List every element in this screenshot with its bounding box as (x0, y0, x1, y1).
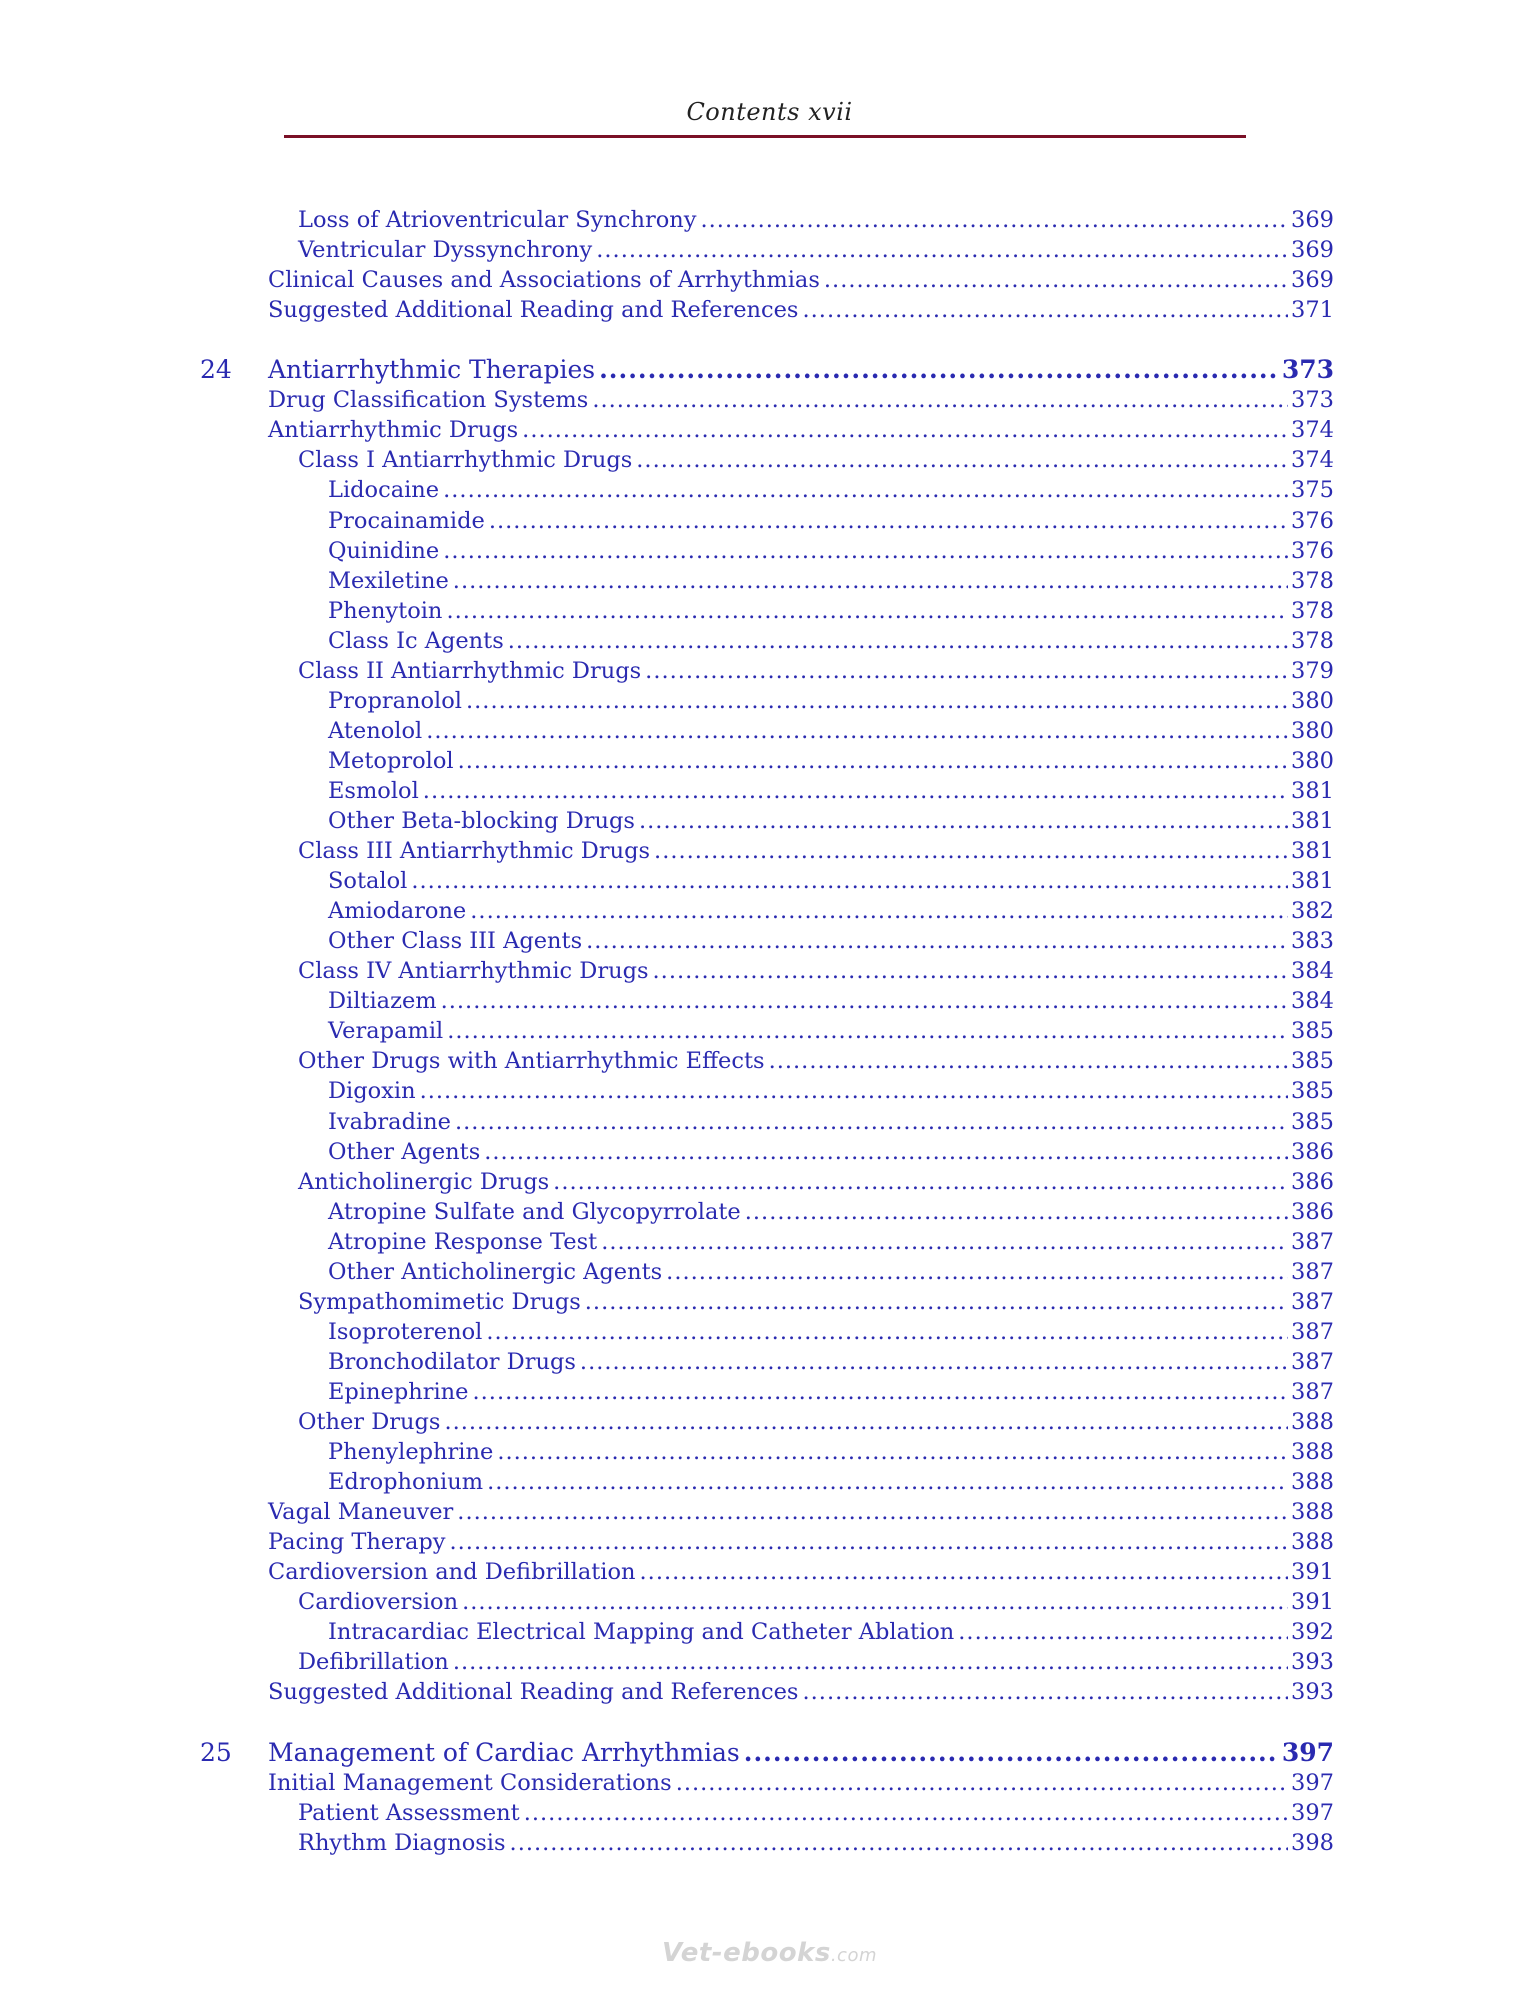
toc-entry[interactable] (268, 866, 1334, 896)
toc-page-number: 385 (1291, 1109, 1334, 1135)
toc-entry-title: Bronchodilator Drugs (328, 1349, 576, 1375)
toc-entry[interactable] (268, 1317, 1334, 1347)
toc-entry-title: Loss of Atrioventricular Synchrony (298, 207, 697, 233)
toc-page-number: 393 (1291, 1649, 1334, 1675)
toc-entry[interactable] (268, 1407, 1334, 1437)
toc-page-number: 375 (1291, 477, 1334, 503)
dot-leader (470, 896, 1288, 926)
toc-entry[interactable] (268, 806, 1334, 836)
toc-entry-title: Patient Assessment (298, 1800, 520, 1826)
dot-leader (466, 686, 1288, 716)
toc-page-number: 378 (1291, 598, 1334, 624)
toc-entry-title: Atenolol (328, 718, 423, 744)
dot-leader (802, 295, 1288, 325)
toc-page-number: 381 (1291, 778, 1334, 804)
toc-entry-title: Quinidine (328, 538, 440, 564)
toc-page-number: 387 (1291, 1349, 1334, 1375)
toc-page-number: 388 (1291, 1469, 1334, 1495)
dot-leader (411, 866, 1288, 896)
toc-entry-title: Suggested Additional Reading and References (268, 297, 799, 323)
toc-page-number: 392 (1291, 1619, 1334, 1645)
toc-page-number: 384 (1291, 958, 1334, 984)
dot-leader (586, 926, 1288, 956)
toc-entry-title: Verapamil (328, 1018, 444, 1044)
toc-entry-title: Epinephrine (328, 1379, 469, 1405)
toc-entry-title: Cardioversion and Defibrillation (268, 1559, 636, 1585)
toc-entry[interactable] (268, 1437, 1334, 1467)
chapter-number: 24 (200, 355, 232, 384)
toc-entry-title: Phenytoin (328, 598, 443, 624)
toc-page-number: 387 (1291, 1379, 1334, 1405)
toc-entry-title: Class I Antiarrhythmic Drugs (298, 447, 633, 473)
toc-entry-title: Class II Antiarrhythmic Drugs (298, 658, 642, 684)
dot-leader (745, 1197, 1288, 1227)
toc-entry-title: Amiodarone (328, 898, 467, 924)
toc-page-number: 380 (1291, 718, 1334, 744)
toc-page-number: 388 (1291, 1499, 1334, 1525)
toc-page-number: 378 (1291, 568, 1334, 594)
dot-leader (444, 1407, 1288, 1437)
toc-page-number: 369 (1291, 237, 1334, 263)
dot-leader (744, 1738, 1279, 1768)
toc-page-number: 393 (1291, 1679, 1334, 1705)
toc-entry-title: Vagal Maneuver (268, 1499, 454, 1525)
dot-leader (601, 1227, 1288, 1257)
dot-leader (462, 1587, 1288, 1617)
dot-leader (489, 506, 1288, 536)
toc-entry[interactable] (268, 1257, 1334, 1287)
toc-entry[interactable] (268, 686, 1334, 716)
dot-leader (449, 1527, 1288, 1557)
toc-page-number: 381 (1291, 838, 1334, 864)
toc-entry-title: Mexiletine (328, 568, 449, 594)
toc-page-number: 385 (1291, 1078, 1334, 1104)
toc-entry-title: Antiarrhythmic Therapies (268, 355, 596, 384)
toc-page-number: 371 (1291, 297, 1334, 323)
dot-leader (457, 1497, 1288, 1527)
toc-entry-title: Other Drugs (298, 1409, 441, 1435)
toc-entry[interactable] (268, 776, 1334, 806)
toc-entry[interactable] (268, 1497, 1334, 1527)
toc-entry[interactable] (268, 1197, 1334, 1227)
dot-leader (484, 1137, 1288, 1167)
toc-page-number: 378 (1291, 628, 1334, 654)
toc-page-number: 380 (1291, 748, 1334, 774)
toc-page-number: 383 (1291, 928, 1334, 954)
toc-entry-title: Sympathomimetic Drugs (298, 1289, 581, 1315)
toc-entry[interactable] (268, 1798, 1334, 1828)
toc-entry-title: Defibrillation (298, 1649, 449, 1675)
toc-entry-title: Esmolol (328, 778, 419, 804)
dot-leader (441, 986, 1288, 1016)
toc-entry[interactable] (268, 1287, 1334, 1317)
dot-leader (553, 1167, 1288, 1197)
dot-leader (580, 1347, 1288, 1377)
dot-leader (510, 1828, 1289, 1858)
dot-leader (426, 716, 1288, 746)
toc-page-number: 381 (1291, 808, 1334, 834)
toc-entry-title: Phenylephrine (328, 1439, 494, 1465)
toc-entry-title: Propranolol (328, 688, 462, 714)
toc-entry[interactable] (268, 536, 1334, 566)
toc-entry[interactable] (268, 1828, 1334, 1858)
toc-entry[interactable] (268, 445, 1334, 475)
toc-page-number: 373 (1291, 387, 1334, 413)
toc-entry-title: Other Class III Agents (328, 928, 583, 954)
toc-entry[interactable] (268, 1107, 1334, 1137)
dot-leader (636, 445, 1288, 475)
toc-page-number: 397 (1291, 1800, 1334, 1826)
watermark-suffix: .com (830, 1945, 877, 1966)
toc-page-number: 374 (1291, 447, 1334, 473)
toc-page-number: 385 (1291, 1018, 1334, 1044)
toc-entry[interactable] (268, 1137, 1334, 1167)
toc-entry-title: Other Agents (328, 1139, 481, 1165)
toc-page-number: 387 (1291, 1319, 1334, 1345)
toc-entry[interactable] (268, 1016, 1334, 1046)
toc-page-number: 388 (1291, 1529, 1334, 1555)
toc-entry[interactable] (268, 716, 1334, 746)
dot-leader (453, 1647, 1288, 1677)
toc-entry-title: Atropine Sulfate and Glycopyrrolate (328, 1199, 741, 1225)
toc-chapter-row[interactable] (268, 355, 1334, 385)
dot-leader (472, 1377, 1288, 1407)
toc-entry-title: Class IV Antiarrhythmic Drugs (298, 958, 649, 984)
toc-page-number: 376 (1291, 538, 1334, 564)
toc-entry-title: Sotalol (328, 868, 408, 894)
dot-leader (420, 1076, 1288, 1106)
dot-leader (592, 385, 1288, 415)
toc-page-number: 379 (1291, 658, 1334, 684)
toc-entry[interactable] (268, 986, 1334, 1016)
toc-entry-title: Suggested Additional Reading and References (268, 1679, 799, 1705)
dot-leader (676, 1768, 1288, 1798)
dot-leader (443, 475, 1288, 505)
toc-page-number: 376 (1291, 508, 1334, 534)
toc-entry-title: Lidocaine (328, 477, 440, 503)
toc-entry[interactable] (268, 1227, 1334, 1257)
toc-entry[interactable] (268, 235, 1334, 265)
dot-leader (639, 806, 1288, 836)
dot-leader (508, 626, 1288, 656)
toc-entry[interactable] (268, 746, 1334, 776)
dot-leader (666, 1257, 1288, 1287)
toc-entry[interactable] (268, 596, 1334, 626)
toc-entry[interactable] (268, 1617, 1334, 1647)
toc-entry[interactable] (268, 295, 1334, 325)
toc-entry-title: Clinical Causes and Associations of Arrhythmias (268, 267, 820, 293)
toc-entry-title: Class Ic Agents (328, 628, 504, 654)
toc-chapter-row[interactable] (268, 1738, 1334, 1768)
dot-leader (701, 205, 1289, 235)
toc-entry-title: Management of Cardiac Arrhythmias (268, 1738, 740, 1767)
dot-leader (653, 956, 1289, 986)
dot-leader (645, 656, 1288, 686)
toc-page-number: 384 (1291, 988, 1334, 1014)
toc-entry[interactable] (268, 1647, 1334, 1677)
toc-entry[interactable] (268, 896, 1334, 926)
toc-entry-title: Other Anticholinergic Agents (328, 1259, 663, 1285)
toc-entry-title: Diltiazem (328, 988, 437, 1014)
toc-entry-title: Initial Management Considerations (268, 1770, 672, 1796)
toc-entry[interactable] (268, 1677, 1334, 1707)
toc-entry[interactable] (268, 1768, 1334, 1798)
toc-entry[interactable] (268, 656, 1334, 686)
toc-entry-title: Procainamide (328, 508, 485, 534)
toc-page-number: 373 (1281, 355, 1334, 384)
dot-leader (599, 355, 1279, 385)
toc-entry-title: Anticholinergic Drugs (298, 1169, 550, 1195)
dot-leader (585, 1287, 1288, 1317)
dot-leader (423, 776, 1288, 806)
dot-leader (497, 1437, 1288, 1467)
toc-page-number: 381 (1291, 868, 1334, 894)
dot-leader (487, 1467, 1288, 1497)
toc-entry[interactable] (268, 956, 1334, 986)
toc-entry[interactable] (268, 1167, 1334, 1197)
dot-leader (458, 746, 1288, 776)
dot-leader (802, 1677, 1288, 1707)
toc-page-number: 398 (1291, 1830, 1334, 1856)
dot-leader (447, 1016, 1288, 1046)
toc-entry-title: Intracardiac Electrical Mapping and Catheter Ablation (328, 1619, 955, 1645)
dot-leader (455, 1107, 1288, 1137)
dot-leader (654, 836, 1288, 866)
toc-entry[interactable] (268, 385, 1334, 415)
toc-page-number: 382 (1291, 898, 1334, 924)
toc-entry-title: Pacing Therapy (268, 1529, 446, 1555)
toc-entry[interactable] (268, 1557, 1334, 1587)
toc-entry-title: Ventricular Dyssynchrony (298, 237, 593, 263)
toc-entry-title: Metoprolol (328, 748, 454, 774)
toc-entry[interactable] (268, 836, 1334, 866)
watermark-main: Vet-ebooks (662, 1938, 831, 1968)
toc-entry-title: Atropine Response Test (328, 1229, 598, 1255)
toc-entry-title: Cardioversion (298, 1589, 459, 1615)
toc-entry[interactable] (268, 1467, 1334, 1497)
toc-entry-title: Antiarrhythmic Drugs (268, 417, 519, 443)
toc-entry[interactable] (268, 415, 1334, 445)
dot-leader (769, 1046, 1288, 1076)
header-rule (284, 135, 1246, 138)
dot-leader (453, 566, 1288, 596)
dot-leader (486, 1317, 1288, 1347)
toc-entry[interactable] (268, 1046, 1334, 1076)
toc-page-number: 387 (1291, 1289, 1334, 1315)
toc-entry[interactable] (268, 265, 1334, 295)
toc-entry[interactable] (268, 1347, 1334, 1377)
toc-entry[interactable] (268, 566, 1334, 596)
dot-leader (958, 1617, 1288, 1647)
toc-entry-title: Other Drugs with Antiarrhythmic Effects (298, 1048, 765, 1074)
toc-entry[interactable] (268, 506, 1334, 536)
toc-page-number: 374 (1291, 417, 1334, 443)
toc-entry-title: Other Beta-blocking Drugs (328, 808, 635, 834)
toc-page-number: 387 (1291, 1229, 1334, 1255)
toc-page-number: 369 (1291, 267, 1334, 293)
dot-leader (824, 265, 1288, 295)
running-head: Contents xvii (686, 98, 853, 126)
toc-entry[interactable] (268, 1076, 1334, 1106)
dot-leader (446, 596, 1288, 626)
toc-entry[interactable] (268, 205, 1334, 235)
toc-entry[interactable] (268, 926, 1334, 956)
toc-page-number: 397 (1291, 1770, 1334, 1796)
dot-leader (524, 1798, 1288, 1828)
toc-page-number: 388 (1291, 1439, 1334, 1465)
watermark (0, 1938, 1539, 1968)
toc-page-number: 388 (1291, 1409, 1334, 1435)
dot-leader (443, 536, 1288, 566)
toc-page-number: 386 (1291, 1199, 1334, 1225)
toc-entry-title: Digoxin (328, 1078, 416, 1104)
toc-entry[interactable] (268, 1527, 1334, 1557)
toc-entry-title: Drug Classification Systems (268, 387, 589, 413)
toc-page-number: 391 (1291, 1559, 1334, 1585)
toc-entry-title: Ivabradine (328, 1109, 451, 1135)
dot-leader (522, 415, 1288, 445)
toc-page-number: 386 (1291, 1169, 1334, 1195)
toc-page-number: 391 (1291, 1589, 1334, 1615)
toc-entry-title: Class III Antiarrhythmic Drugs (298, 838, 651, 864)
toc-entry[interactable] (268, 1377, 1334, 1407)
toc-page-number: 386 (1291, 1139, 1334, 1165)
toc-page-number: 397 (1281, 1738, 1334, 1767)
toc-entry[interactable] (268, 626, 1334, 656)
toc-page-number: 387 (1291, 1259, 1334, 1285)
dot-leader (640, 1557, 1289, 1587)
toc-entry[interactable] (268, 475, 1334, 505)
toc-entry[interactable] (268, 1587, 1334, 1617)
toc-page-number: 369 (1291, 207, 1334, 233)
toc-page-number: 380 (1291, 688, 1334, 714)
toc-entry-title: Rhythm Diagnosis (298, 1830, 506, 1856)
dot-leader (596, 235, 1288, 265)
toc-entry-title: Edrophonium (328, 1469, 484, 1495)
chapter-number: 25 (200, 1738, 232, 1767)
toc-entry-title: Isoproterenol (328, 1319, 483, 1345)
toc-page-number: 385 (1291, 1048, 1334, 1074)
